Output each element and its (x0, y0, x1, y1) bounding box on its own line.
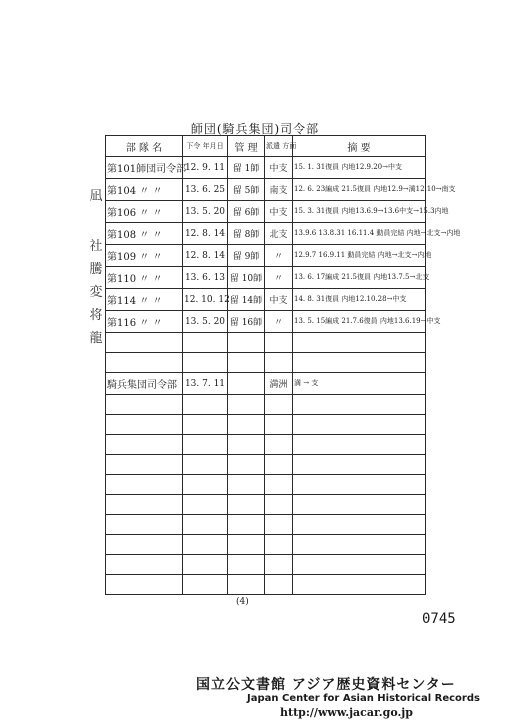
page-title: 師団(騎兵集団)司令部 (190, 122, 320, 136)
cell-date: 13. 6. 13 (183, 267, 228, 289)
cell-mgmt: 留 5師 (228, 179, 265, 201)
cell-remarks (293, 495, 426, 515)
footer-archive-english: Japan Center for Asian Historical Records (247, 693, 480, 704)
cell-date: 12. 8. 14 (183, 223, 228, 245)
header-dispatch: 派遣 方面 (265, 136, 293, 157)
cell-remarks: 満 → 支 (293, 373, 426, 395)
cell-dispatch (265, 495, 293, 515)
table-row (106, 515, 426, 535)
cell-dispatch (265, 415, 293, 435)
cell-dispatch: 北支 (265, 223, 293, 245)
cell-date (183, 475, 228, 495)
side-label-char: 社 (89, 239, 103, 254)
cell-date (183, 575, 228, 595)
cell-dispatch: 南支 (265, 179, 293, 201)
cell-dispatch: 〃 (265, 311, 293, 333)
cell-date (183, 353, 228, 373)
table-row (106, 245, 426, 267)
cell-remarks: 13. 6. 17編成 21.5復員 内地13.7.5→北支 (293, 267, 426, 289)
cell-remarks (293, 333, 426, 353)
cell-unit (106, 395, 183, 415)
cell-date (183, 495, 228, 515)
table-row (106, 455, 426, 475)
cell-unit: 第106 〃 〃 (106, 201, 183, 223)
cell-dispatch (265, 575, 293, 595)
cell-unit: 第116 〃 〃 (106, 311, 183, 333)
cell-unit (106, 515, 183, 535)
cell-mgmt (228, 575, 265, 595)
cell-dispatch (265, 353, 293, 373)
cell-dispatch: 〃 (265, 267, 293, 289)
cell-date: 13. 5. 20 (183, 311, 228, 333)
cell-mgmt (228, 395, 265, 415)
cell-date: 12. 8. 14 (183, 245, 228, 267)
cell-remarks (293, 575, 426, 595)
cell-remarks: 15. 1. 31復員 内地12.9.20→中支 (293, 157, 426, 179)
table-row (106, 333, 426, 353)
table-row (106, 535, 426, 555)
cell-date: 13. 7. 11 (183, 373, 228, 395)
cell-remarks (293, 455, 426, 475)
archive-stamp-number: 0745 (422, 611, 456, 627)
cell-date: 12. 9. 11 (183, 157, 228, 179)
cell-remarks (293, 353, 426, 373)
cell-dispatch (265, 333, 293, 353)
cell-date (183, 435, 228, 455)
cell-dispatch (265, 515, 293, 535)
cell-date: 13. 5. 20 (183, 201, 228, 223)
cell-unit (106, 475, 183, 495)
cell-dispatch (265, 455, 293, 475)
cell-unit (106, 455, 183, 475)
table-row (106, 157, 426, 179)
cell-mgmt: 留 1師 (228, 157, 265, 179)
cell-mgmt (228, 475, 265, 495)
cell-remarks: 12. 6. 23編成 21.5復員 内地12.9→満12.10→南支 (293, 179, 426, 201)
cell-dispatch (265, 535, 293, 555)
table-row (106, 223, 426, 245)
cell-unit (106, 415, 183, 435)
cell-unit: 第114 〃 〃 (106, 289, 183, 311)
cell-dispatch: 中支 (265, 289, 293, 311)
page-number: (4) (236, 597, 249, 607)
table-row (106, 311, 426, 333)
side-label-char: 凪 (89, 189, 103, 204)
cell-remarks: 15. 3. 31復員 内地13.6.9→13.6中支→15.3内地 (293, 201, 426, 223)
cell-mgmt (228, 333, 265, 353)
table-row (106, 267, 426, 289)
cell-unit: 第109 〃 〃 (106, 245, 183, 267)
cell-date: 13. 6. 25 (183, 179, 228, 201)
cell-date (183, 515, 228, 535)
table-header-row (106, 136, 426, 157)
header-date: 下令 年月日 (183, 136, 228, 157)
cell-unit: 騎兵集団司令部 (106, 373, 183, 395)
cell-remarks (293, 555, 426, 575)
cell-unit: 第104 〃 〃 (106, 179, 183, 201)
cell-unit (106, 353, 183, 373)
table-row (106, 353, 426, 373)
cell-remarks: 14. 8. 31復員 内地12.10.28→中支 (293, 289, 426, 311)
cell-date (183, 415, 228, 435)
table-row (106, 495, 426, 515)
header-remarks: 摘 要 (293, 136, 426, 157)
cell-unit (106, 435, 183, 455)
cell-date (183, 455, 228, 475)
cell-remarks (293, 395, 426, 415)
cell-mgmt: 留 14師 (228, 289, 265, 311)
cell-unit (106, 575, 183, 595)
cell-mgmt: 留 6師 (228, 201, 265, 223)
cell-date: 12. 10. 12 (183, 289, 228, 311)
table-row (106, 415, 426, 435)
cell-dispatch: 〃 (265, 245, 293, 267)
cell-dispatch (265, 475, 293, 495)
table-row (106, 475, 426, 495)
cell-mgmt (228, 373, 265, 395)
cell-remarks: 12.9.7 16.9.11 動員完結 内地→北支→内地 (293, 245, 426, 267)
cell-remarks (293, 415, 426, 435)
cell-mgmt: 留 9師 (228, 245, 265, 267)
cell-unit (106, 495, 183, 515)
cell-dispatch (265, 395, 293, 415)
cell-unit: 第110 〃 〃 (106, 267, 183, 289)
cell-dispatch: 中支 (265, 157, 293, 179)
cell-date (183, 555, 228, 575)
cell-remarks: 13. 5. 15編成 21.7.6復員 内地13.6.19→中支 (293, 311, 426, 333)
cell-mgmt (228, 495, 265, 515)
cell-mgmt: 留 10師 (228, 267, 265, 289)
cell-remarks (293, 475, 426, 495)
table-row (106, 289, 426, 311)
cell-dispatch (265, 435, 293, 455)
cell-dispatch (265, 555, 293, 575)
cell-remarks (293, 435, 426, 455)
cell-unit: 第108 〃 〃 (106, 223, 183, 245)
cell-mgmt (228, 415, 265, 435)
cell-dispatch: 満洲 (265, 373, 293, 395)
cell-mgmt (228, 435, 265, 455)
side-label-char: 将 (89, 308, 103, 323)
table-row (106, 575, 426, 595)
side-label-char: 騰 (89, 262, 103, 277)
header-unit: 部 隊 名 (106, 136, 183, 157)
cell-unit (106, 535, 183, 555)
cell-mgmt (228, 535, 265, 555)
cell-unit (106, 333, 183, 353)
table-row (106, 201, 426, 223)
cell-mgmt (228, 455, 265, 475)
cell-mgmt (228, 515, 265, 535)
cell-unit: 第101師団司令部 (106, 157, 183, 179)
side-label-char: 龍 (89, 331, 103, 346)
table-row (106, 555, 426, 575)
cell-remarks: 13.9.6 13.8.31 16.11.4 動員完結 内地→北支→内地 (293, 223, 426, 245)
header-management: 管 理 (228, 136, 265, 157)
table-row (106, 435, 426, 455)
unit-table (105, 135, 461, 595)
footer-archive-name: 国立公文書館 アジア歴史資料センター (196, 677, 456, 693)
cell-remarks (293, 535, 426, 555)
footer-url: http://www.jacar.go.jp (280, 706, 413, 719)
cell-unit (106, 555, 183, 575)
cell-date (183, 333, 228, 353)
cell-remarks (293, 515, 426, 535)
cell-mgmt (228, 555, 265, 575)
side-label-char: 変 (89, 285, 103, 300)
table-row (106, 179, 426, 201)
table-row (106, 373, 426, 395)
cell-mgmt: 留 16師 (228, 311, 265, 333)
cell-date (183, 535, 228, 555)
cell-mgmt (228, 353, 265, 373)
table-row (106, 395, 426, 415)
cell-dispatch: 中支 (265, 201, 293, 223)
cell-mgmt: 留 8師 (228, 223, 265, 245)
cell-date (183, 395, 228, 415)
